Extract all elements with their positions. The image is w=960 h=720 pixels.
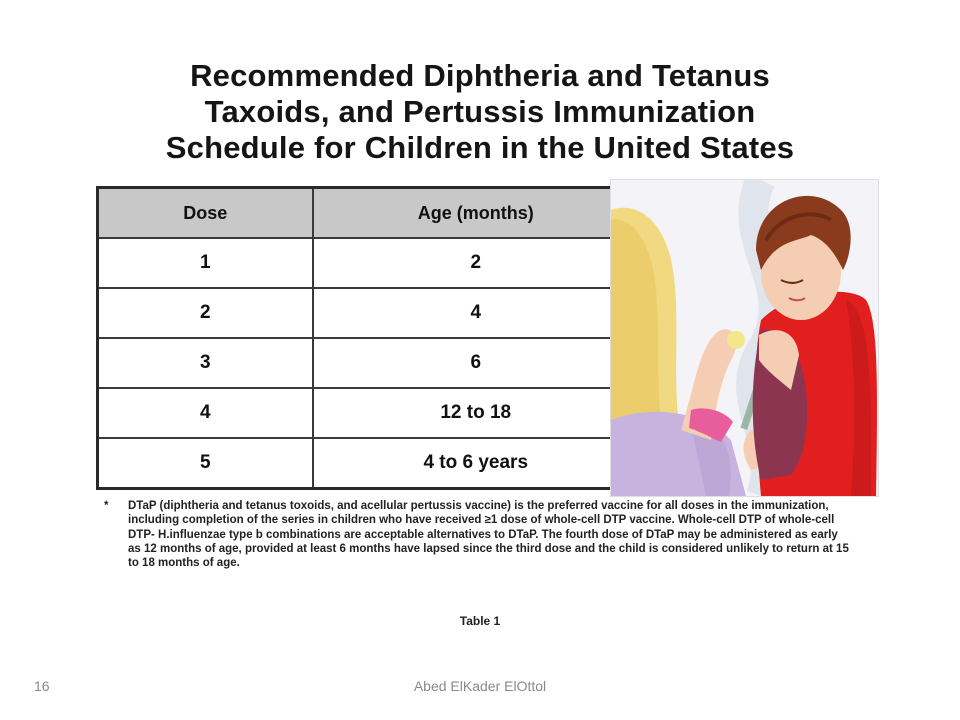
slide-number: 16: [34, 678, 50, 694]
dose-cell: 5: [98, 438, 313, 489]
age-cell: 6: [313, 338, 640, 388]
table-row: [98, 438, 640, 489]
table-row: [98, 388, 640, 438]
column-header-age: Age (months): [313, 188, 640, 239]
title-line-1: Recommended Diphtheria and Tetanus: [190, 58, 770, 93]
table-header-row: [98, 188, 640, 239]
age-cell: 4 to 6 years: [313, 438, 640, 489]
title-line-3: Schedule for Children in the United States: [165, 130, 795, 165]
immunization-schedule-table: [96, 186, 641, 490]
age-cell: 4: [313, 288, 640, 338]
vaccination-clipart: [611, 180, 878, 496]
table-row: [98, 238, 640, 288]
dose-cell: 3: [98, 338, 313, 388]
table-footnote: [104, 499, 850, 570]
table-row: [98, 288, 640, 338]
table-caption: Table 1: [459, 614, 501, 628]
dose-cell: 4: [98, 388, 313, 438]
slide-title: [70, 58, 890, 166]
dose-cell: 1: [98, 238, 313, 288]
footnote-marker: *: [104, 500, 109, 512]
column-header-dose: Dose: [98, 188, 313, 239]
table-row: [98, 338, 640, 388]
dose-cell: 2: [98, 288, 313, 338]
child-vaccination-illustration: [610, 179, 879, 497]
age-cell: 12 to 18: [313, 388, 640, 438]
footer-author: Abed ElKader ElOttol: [413, 678, 547, 694]
footnote-text: DTaP (diphtheria and tetanus toxoids, and acellular pertussis vaccine) is the preferred vaccine for all doses in the immunization, including completion of the series in children who have received ≥1 dose of whole-cell DTP vaccine. Whole-cell DTP of whole-cell DTP- H.influenzae type b combinations are acceptable alternatives to DTaP. The fourth dose of DTaP may be administered as early as 12 months of age, provided at least 6 months have lapsed since the third dose and the child is considered unlikely to return at 15 to 18 months of age.: [128, 500, 849, 570]
age-cell: 2: [313, 238, 640, 288]
title-line-2: Taxoids, and Pertussis Immunization: [204, 94, 756, 129]
